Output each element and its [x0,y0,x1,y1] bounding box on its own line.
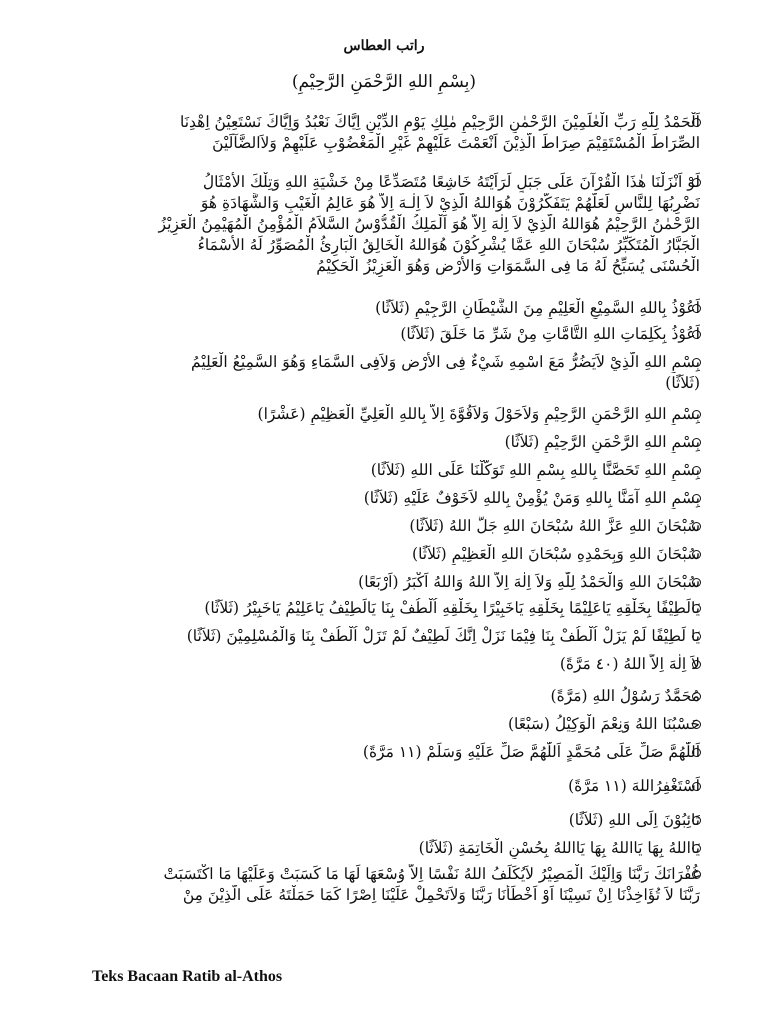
list-item [88,432,700,453]
list-item [88,686,700,707]
list-item-text: اَلْحَمْدُ لِلّٰهِ رَبِّ الْعٰلَمِيْنَ الرَّحْمٰنِ الرَّحِيْمِ مٰلِكِ يَوْمِ الدِّيْنِ اِيَّاكَ نَعْبُدُ وَاِيَّاكَ نَسْتَعِيْنُ اِهْدِنَا [179,113,700,131]
list-item [88,488,700,509]
circle-bullet-icon [692,660,704,672]
circle-bullet-icon [692,870,704,882]
circle-bullet-icon [692,522,704,534]
list-item-text: اَعُوْذُ بِكَلِمَاتِ اللهِ التَّامَّاتِ مِنْ شَرِّ مَا خَلَقَ (ثَلاَثًا) [400,325,700,343]
list-item [88,810,700,831]
list-item [88,352,700,394]
circle-bullet-icon [692,604,704,616]
list-item-text: الصِّرَاطَ الْمُسْتَقِيْمَ صِرَاطَ الَّذِيْنَ اَنْعَمْتَ عَلَيْهِمْ غَيْرِ الْمَغْضُوْبِ عَلَيْهِمْ وَلاَالضَّآلِّيْنَ [212,134,700,152]
circle-bullet-icon [692,782,704,794]
list-item-text: بِسْمِ اللهِ تَحَصَّنَّا بِاللهِ بِسْمِ اللهِ تَوَكَّلْنَا عَلَى اللهِ (ثَلاَثًا) [370,461,700,479]
list-item [88,838,700,859]
list-item [88,172,700,277]
list-item [88,654,700,675]
list-item [88,324,700,345]
list-item [88,572,700,593]
circle-bullet-icon [692,410,704,422]
list-item-text: بِسْمِ اللهِ الَّذِيْ لاَيَضُرُّ مَعَ اسْمِهِ شَيْءٌ فِى الأَرْضِ وَلاَفِى السَّمَاءِ وَهُوَ السَّمِيْعُ الْعَلِيْمُ [191,353,700,371]
list-item-text: حَسْبُنَا اللهُ وَنِعْمَ الْوَكِيْلُ (سَبْعًا) [507,715,700,733]
list-item [88,544,700,565]
list-item [88,776,700,797]
document-title: راتب العطاس [343,38,425,54]
basmala-heading: (بِسْمِ اللهِ الرَّحْمَنِ الرَّحِيْمِ) [291,72,477,92]
list-item-text: الرَّحْمٰنُ الرَّحِيْمُ هُوَاللهُ الَّذِيْ لاَ اِلٰهَ اِلاَّ هُوَ اَلْمَلِكُ الْقُدُّوْسُ السَّلاَمُ الْمُؤْمِنُ الْمُهَيْمِنُ الْعَزِيْزُ [158,215,700,233]
circle-bullet-icon [692,844,704,856]
circle-bullet-icon [692,550,704,562]
list-item-text: الْحُسْنَى يُسَبِّحُ لَهُ مَا فِى السَّمَوَاتِ وَالأَرْضِ وَهُوَ الْعَزِيْزُ الْحَكِيْمُ [316,257,700,275]
list-item-text: يَااللهُ بِهَا يَااللهُ بِهَا يَااللهُ بِحُسْنِ الْخَاتِمَةِ (ثَلاَثًا) [418,839,700,857]
list-item-text: اَللّٰهُمَّ صَلِّ عَلَى مُحَمَّدٍ اَللّٰهُمَّ صَلِّ عَلَيْهِ وَسَلِّمْ (١١ مَرَّةً) [362,743,700,761]
list-item-text: لَوْ اَنْزَلْنَا هٰذَا الْقُرْآنَ عَلَى جَبَلٍ لَرَاَيْتَهُ خَاشِعًا مُتَصَدِّعًا مِنْ خَشْيَةِ اللهِ وَتِلْكَ الأَمْثَالُ [202,173,700,191]
circle-bullet-icon [692,816,704,828]
list-item-text: سُبْحَانَ اللهِ وَالْحَمْدُ لِلّٰهِ وَلاَ اِلٰهَ اِلاَّ اللهُ وَاللهُ اَكْبَرُ (اَرْبَعًا) [358,573,700,591]
circle-bullet-icon [692,632,704,644]
list-item-text: غُفْرَانَكَ رَبَّنَا وَاِلَيْكَ الْمَصِيْرُ لاَيُكَلِّفُ اللهُ نَفْسًا اِلاَّ وُسْعَهَا لَهَا مَا كَسَبَتْ وَعَلَيْهَا مَا اكْتَسَبَتْ [163,865,700,883]
footer-caption: Teks Bacaan Ratib al-Athos [92,968,283,985]
list-item-text: الْجَبَّارُ الْمُتَكَبِّرُ سُبْحَانَ اللهِ عَمَّا يُشْرِكُوْنَ هُوَاللهُ الْخَالِقُ الْبَارِئُ الْمُصَوِّرُ لَهُ الأَسْمَاءُ [197,236,700,254]
list-item [88,626,700,647]
list-item-text: تَائِبُوْنَ اِلَى اللهِ (ثَلاَثًا) [568,811,700,829]
list-item [88,598,700,619]
list-item-text: (ثَلاَثًا) [665,374,700,392]
circle-bullet-icon [692,118,704,130]
circle-bullet-icon [692,720,704,732]
circle-bullet-icon [692,578,704,590]
list-item-text: مُحَمَّدٌ رَسُوْلُ اللهِ (مَرَّةً) [550,687,700,705]
circle-bullet-icon [692,466,704,478]
list-item-text: اَسْتَغْفِرُاللهَ (١١ مَرَّةً) [568,777,700,795]
list-item-text: يَا لَطِيْفًا لَمْ يَزَلْ اُلْطُفْ بِنَا فِيْمَا نَزَلْ اِنَّكَ لَطِيْفٌ لَمْ تَزَلْ اُلْطُفْ بِنَا وَالْمُسْلِمِيْنَ (ثَلاَثًا) [186,627,700,645]
list-item [88,298,700,319]
list-item-text: بِسْمِ اللهِ الرَّحْمَنِ الرَّحِيْمِ (ثَلاَثًا) [504,433,700,451]
list-item [88,714,700,735]
list-item-text: بِسْمِ اللهِ آمَنَّا بِاللهِ وَمَنْ يُؤْمِنْ بِاللهِ لاَخَوْفٌ عَلَيْهِ (ثَلاَثًا) [363,489,700,507]
circle-bullet-icon [692,178,704,190]
list-item [88,516,700,537]
list-item-text: رَبَّنَا لاَ تُؤَاخِذْنَا اِنْ نَسِيْنَا اَوْ اَخْطَأْنَا رَبَّنَا وَلاَتَحْمِلْ عَلَيْنَا اِصْرًا كَمَا حَمَلْتَهُ عَلَى الَّذِيْنَ مِنْ [182,886,700,904]
list-item-text: نَضْرِبُهَا لِلنَّاسِ لَعَلَّهُمْ يَتَفَكَّرُوْنَ هُوَاللهُ الَّذِيْ لاَ اِلٰـهَ اِلاَّ هُوَ عَالِمُ الْغَيْبِ وَالشَّهَادَةِ هُوَ [200,194,700,212]
list-item-text: اَعُوْذُ بِاللهِ السَّمِيْعِ الْعَلِيْمِ مِنَ الشَّيْطَانِ الرَّجِيْمِ (ثَلاَثًا) [375,299,700,317]
list-item [88,864,700,906]
circle-bullet-icon [692,358,704,370]
list-item [88,460,700,481]
circle-bullet-icon [692,438,704,450]
list-item-text: سُبْحَانَ اللهِ عَزَّ اللهُ سُبْحَانَ اللهِ جَلَّ اللهُ (ثَلاَثًا) [409,517,700,535]
circle-bullet-icon [692,494,704,506]
circle-bullet-icon [692,330,704,342]
list-item-text: يَالَطِيْفًا بِخَلْقِهِ يَاعَلِيْمًا بِخَلْقِهِ يَاخَبِيْرًا بِخَلْقِهِ اُلْطُفْ بِنَا يَالَطِيْفُ يَاعَلِيْمُ يَاخَبِيْرُ (ثَلاَثًا) [204,599,700,617]
circle-bullet-icon [692,304,704,316]
list-item-text: لاَ اِلٰهَ اِلاَّ اللهُ (٤٠ مَرَّةً) [559,655,700,673]
list-item [88,404,700,425]
list-item [88,742,700,763]
list-item-text: سُبْحَانَ اللهِ وَبِحَمْدِهِ سُبْحَانَ اللهِ الْعَظِيْمِ (ثَلاَثًا) [412,545,700,563]
circle-bullet-icon [692,748,704,760]
circle-bullet-icon [692,692,704,704]
list-item-text: بِسْمِ اللهِ الرَّحْمَنِ الرَّحِيْمِ وَلاَحَوْلَ وَلاَقُوَّةَ اِلاَّ بِاللهِ الْعَلِيِّ الْعَظِيْمِ (عَشْرًا) [257,405,700,423]
list-item [88,112,700,154]
